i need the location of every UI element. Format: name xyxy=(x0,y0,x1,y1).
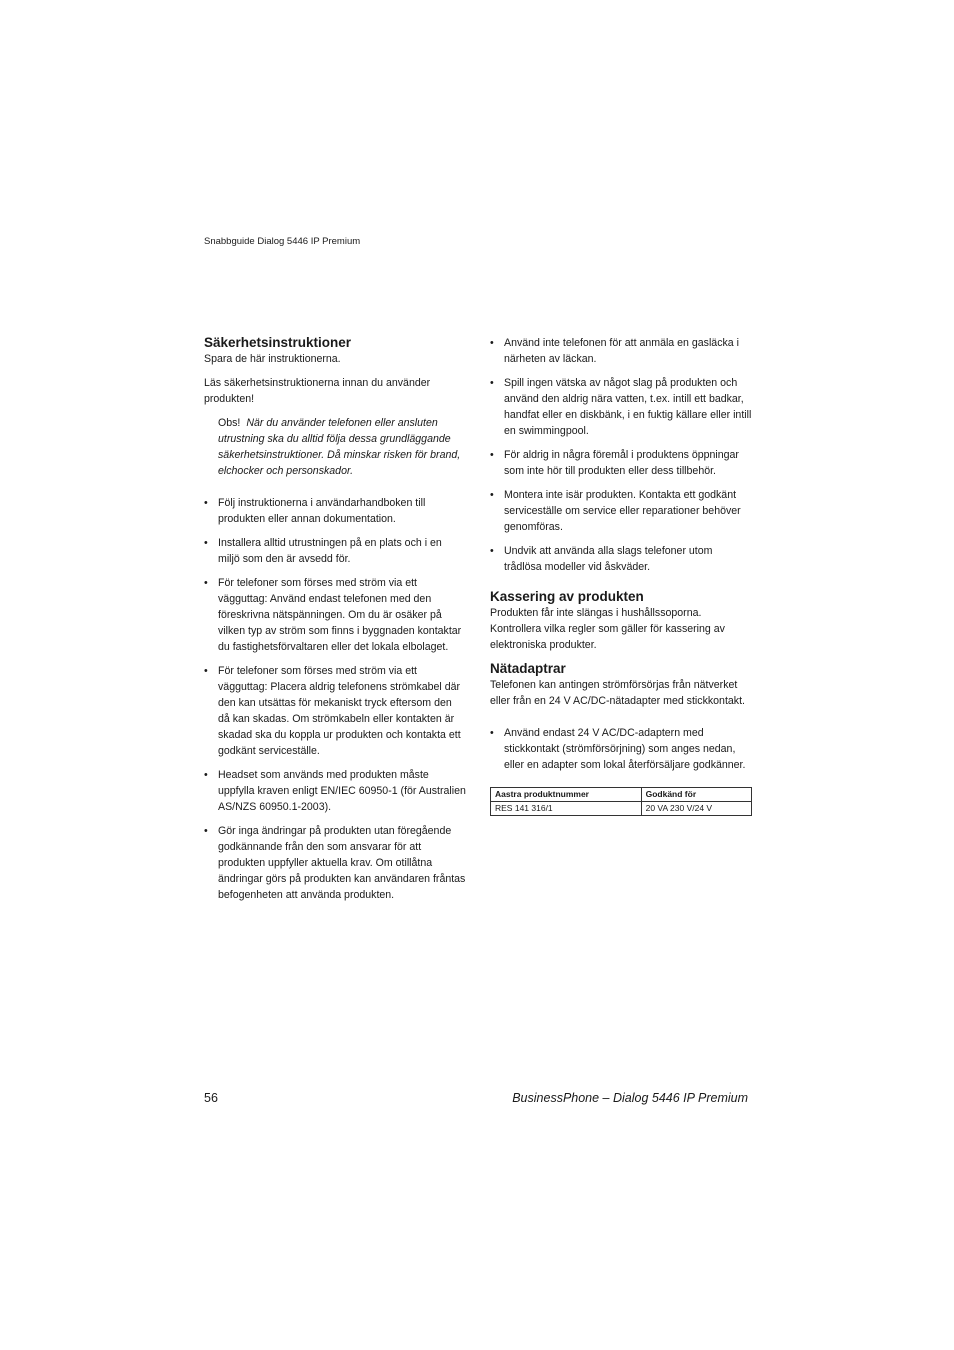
page-number: 56 xyxy=(204,1091,218,1105)
adapter-heading: Nätadaptrar xyxy=(490,661,566,676)
list-item: • För telefoner som förses med ström via ett vägguttag: Placera aldrig telefonens strömkabel där den kan utsättas för mekaniskt tryck eftersom den då kan skadas. Om strömkabeln eller kontakten är skadad ska du koppla ur produkten och kontakta ett godkänt serviceställe. xyxy=(204,663,466,759)
table-header-cell: Aastra produktnummer xyxy=(491,788,642,802)
table-cell: RES 141 316/1 xyxy=(491,802,642,816)
left-column xyxy=(204,335,466,911)
safety-list-left xyxy=(204,495,466,903)
list-item: • Headset som används med produkten måste uppfylla kraven enligt EN/IEC 60950-1 (för Australien AS/NZS 60950.1-2003). xyxy=(204,767,466,815)
note-label: Obs! xyxy=(218,417,241,429)
list-item: • Installera alltid utrustningen på en plats och i en miljö som den är avsedd för. xyxy=(204,535,466,567)
disposal-heading: Kassering av produkten xyxy=(490,589,644,604)
list-item: • För telefoner som förses med ström via ett vägguttag: Använd endast telefonen med den föreskrivna nätspänningen. Om du är osäker på vilken typ av ström som finns i byggnaden kontaktar du fastighetsförvaltaren eller det lokala elbolaget. xyxy=(204,575,466,655)
table-cell: 20 VA 230 V/24 V xyxy=(641,802,751,816)
adapter-list xyxy=(490,725,752,773)
list-item: • Undvik att använda alla slags telefoner utom trådlösa modeller vid åskväder. xyxy=(490,543,752,575)
list-item: • Använd inte telefonen för att anmäla en gasläcka i närheten av läckan. xyxy=(490,335,752,367)
table-header-cell: Godkänd för xyxy=(641,788,751,802)
safety-intro-2: Läs säkerhetsinstruktionerna innan du använder produkten! xyxy=(204,377,431,405)
list-item: • För aldrig in några föremål i produktens öppningar som inte hör till produkten eller dess tillbehör. xyxy=(490,447,752,479)
list-item: • Använd endast 24 V AC/DC-adaptern med stickkontakt (strömförsörjning) som anges nedan, eller en adapter som lokal återförsäljare godkänner. xyxy=(490,725,752,773)
safety-heading: Säkerhetsinstruktioner xyxy=(204,335,352,350)
safety-note xyxy=(218,415,466,479)
list-item: • Spill ingen vätska av något slag på produkten och använd den aldrig nära vatten, t.ex. intill ett badkar, handfat eller en diskbänk, i en fuktig källare eller intill en swimmingpool. xyxy=(490,375,752,439)
disposal-text: Produkten får inte slängas i hushållssoporna. Kontrollera vilka regler som gäller för kassering av elektroniska produkter. xyxy=(490,607,725,651)
note-text: När du använder telefonen eller ansluten utrustning ska du alltid följa dessa grundläggande säkerhetsinstruktioner. Då minskar risken för brand, elchocker och personskador. xyxy=(218,417,461,477)
table-header-row xyxy=(491,788,752,802)
adapter-text: Telefonen kan antingen strömförsörjas från nätverket eller från en 24 V AC/DC-nätadapter med stickkontakt. xyxy=(490,679,745,707)
list-item: • Gör inga ändringar på produkten utan föregående godkännande från den som ansvarar för att produkten uppfyller aktuella krav. Om otillåtna ändringar görs på produkten kan användaren fråntas befogenheten att använda produkten. xyxy=(204,823,466,903)
safety-list-right xyxy=(490,335,752,575)
adapter-table xyxy=(490,787,752,816)
safety-intro-1: Spara de här instruktionerna. xyxy=(204,353,341,365)
list-item: • Följ instruktionerna i användarhandboken till produkten eller annan dokumentation. xyxy=(204,495,466,527)
table-row xyxy=(491,802,752,816)
running-header: Snabbguide Dialog 5446 IP Premium xyxy=(204,236,361,247)
right-column xyxy=(490,335,752,816)
footer-title: BusinessPhone – Dialog 5446 IP Premium xyxy=(512,1091,748,1105)
list-item: • Montera inte isär produkten. Kontakta ett godkänt serviceställe om service eller reparationer behöver genomföras. xyxy=(490,487,752,535)
